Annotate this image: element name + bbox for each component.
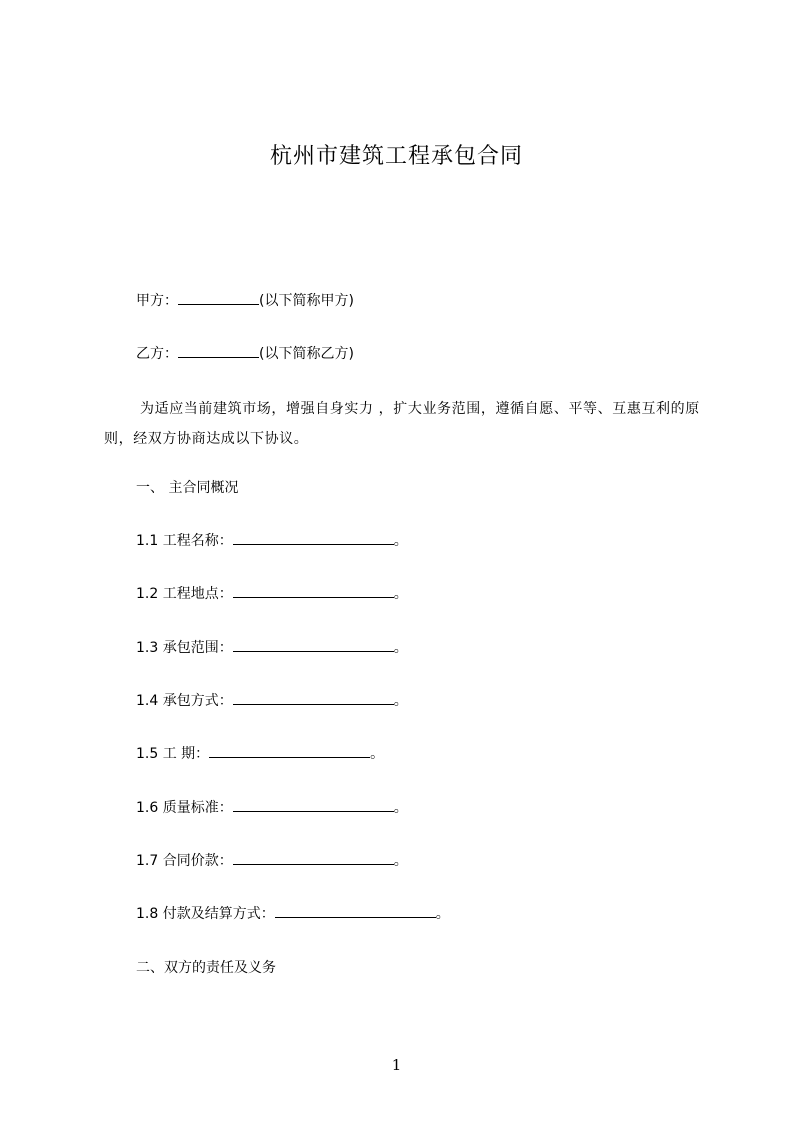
section-1-heading: 一、 主合同概况 [136,480,239,496]
item-project-name [136,530,408,552]
item-contract-scope [136,637,408,659]
document-title: 杭州市建筑工程承包合同 [269,144,523,169]
item-end: 。 [393,640,408,656]
item-project-location [136,583,408,605]
item-label: 1.7 合同价款： [136,853,233,869]
item-blank[interactable] [209,745,370,758]
section-2-heading: 二、双方的责任及义务 [136,960,276,976]
item-label: 1.4 承包方式： [136,693,233,709]
item-label: 1.8 付款及结算方式： [136,906,275,922]
item-label: 1.1 工程名称： [136,533,233,549]
item-end: 。 [370,746,385,762]
item-blank[interactable] [233,532,394,545]
item-end: 。 [393,853,408,869]
party-a-blank[interactable] [178,292,259,305]
party-a-line [136,290,354,312]
item-blank[interactable] [233,639,394,652]
item-blank[interactable] [233,799,394,812]
item-end: 。 [393,800,408,816]
party-b-label: 乙方： [136,346,178,362]
page-number: 1 [391,1056,402,1074]
item-label: 1.2 工程地点： [136,586,233,602]
item-contract-price [136,850,408,872]
item-blank[interactable] [233,852,394,865]
item-label: 1.6 质量标准： [136,800,233,816]
item-end: 。 [393,586,408,602]
item-end: 。 [393,693,408,709]
item-quality-standard [136,797,408,819]
intro-paragraph: 为适应当前建筑市场，增强自身实力 ，扩大业务范围，遵循自愿、平等、互惠互利的原则，经双方协商达成以下协议。 [104,401,700,447]
item-label: 1.3 承包范围： [136,640,233,656]
party-b-suffix: (以下简称乙方) [259,346,354,362]
party-b-line [136,343,354,365]
party-b-blank[interactable] [178,345,259,358]
item-blank[interactable] [233,585,394,598]
item-payment-settlement [136,903,450,925]
item-blank[interactable] [275,905,436,918]
item-end: 。 [393,533,408,549]
item-contract-method [136,690,408,712]
item-blank[interactable] [233,692,394,705]
item-duration [136,743,384,765]
party-a-label: 甲方： [136,293,178,309]
party-a-suffix: (以下简称甲方) [259,293,354,309]
item-end: 。 [435,906,450,922]
item-label: 1.5 工 期： [136,746,210,762]
